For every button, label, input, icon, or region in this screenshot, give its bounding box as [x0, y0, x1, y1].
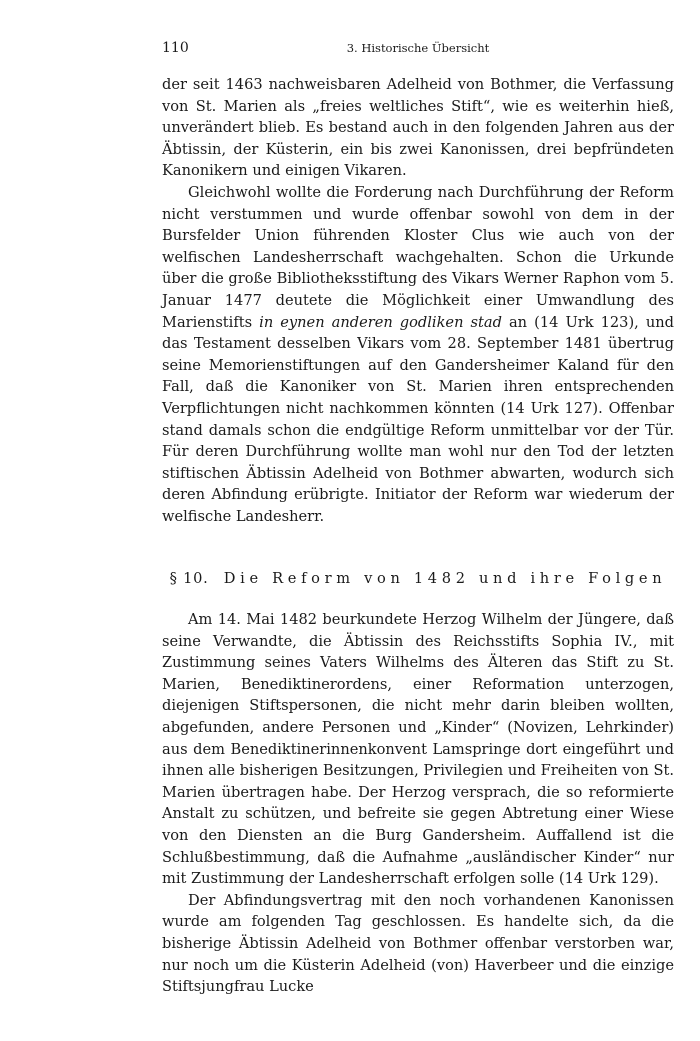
section-title: Die Reform von 1482 und ihre Folgen	[223, 570, 667, 588]
section-heading	[162, 568, 674, 590]
paragraph-4: Der Abfindungsvertrag mit den noch vorhandenen Kanonissen wurde am folgenden Tag geschlossen. Es handelte sich, da die bisherige Äbtissin Adelheid von Bothmer offenbar verstorben war, nur noch um die Küsterin Adelheid (von) Haverbeer und die einzige Stiftsjungfrau Lucke	[162, 891, 674, 996]
paragraph-1: der seit 1463 nachweisbaren Adelheid von Bothmer, die Verfassung von St. Marien als „freies weltliches Stift“, wie es weiterhin hieß, unverändert blieb. Es bestand auch in den folgenden Jahren aus der Äbtissin, der Küsterin, ein bis zwei Kanonissen, drei bepfründeten Kanonikern und einigen Vikaren.	[162, 76, 674, 180]
quoted-phrase: in eynen anderen godliken stad	[259, 313, 502, 331]
body-text	[162, 74, 674, 998]
section-number: § 10.	[169, 570, 209, 588]
running-title: 3. Historische Übersicht	[346, 41, 490, 55]
page-number: 110	[162, 40, 189, 56]
paragraph-2	[162, 182, 674, 528]
running-head	[162, 40, 674, 62]
paragraph-2-part-b: an (14 Urk 123), und das Testament desselben Vikars vom 28. September 1481 übertrug seine Memorienstiftungen auf den Gandersheimer Kaland für den Fall, daß die Kanoniker von St. Marien ihren entsprechenden Verpflichtungen nicht nachkommen könnten (14 Urk 127). Offenbar stand damals schon die endgültige Reform unmittelbar vor der Tür. Für deren Durchführung wollte man wohl nur den Tod der letzten stiftischen Äbtissin Adelheid von Bothmer abwarten, wodurch sich deren Abfindung erübrigte. Initiator der Reform war wiederum der welfische Landesherr.	[162, 313, 674, 525]
paragraph-2-part-a: Gleichwohl wollte die Forderung nach Durchführung der Reform nicht verstummen und wurde offenbar sowohl von dem in der Bursfelder Union führenden Kloster Clus wie auch von der welfischen Landesherrschaft wachgehalten. Schon die Urkunde über die große Bibliotheksstiftung des Vikars Werner Raphon vom 5. Januar 1477 deutete die Möglichkeit einer Umwandlung des Marienstifts	[162, 183, 674, 331]
paragraph-3: Am 14. Mai 1482 beurkundete Herzog Wilhelm der Jüngere, daß seine Verwandte, die Äbtissin des Reichsstifts Sophia IV., mit Zustimmung seines Vaters Wilhelms des Älteren das Stift zu St. Marien, Benediktinerordens, einer Reformation unterzogen, diejenigen Stiftspersonen, die nicht mehr darin bleiben wollten, abgefunden, andere Personen und „Kinder“ (Novizen, Lehrkinder) aus dem Benediktinerinnenkonvent Lamspringe dort eingeführt und ihnen alle bisherigen Besitzungen, Privilegien und Freiheiten von St. Marien übertragen habe. Der Herzog versprach, die so reformierte Anstalt zu schützen, und befreite sie gegen Abtretung einer Wiese von den Diensten an die Burg Gandersheim. Auffallend ist die Schlußbestimmung, daß die Aufnahme „ausländischer Kinder“ nur mit Zustimmung der Landesherrschaft erfolgen solle (14 Urk 129).	[162, 611, 674, 888]
book-page	[162, 40, 674, 998]
